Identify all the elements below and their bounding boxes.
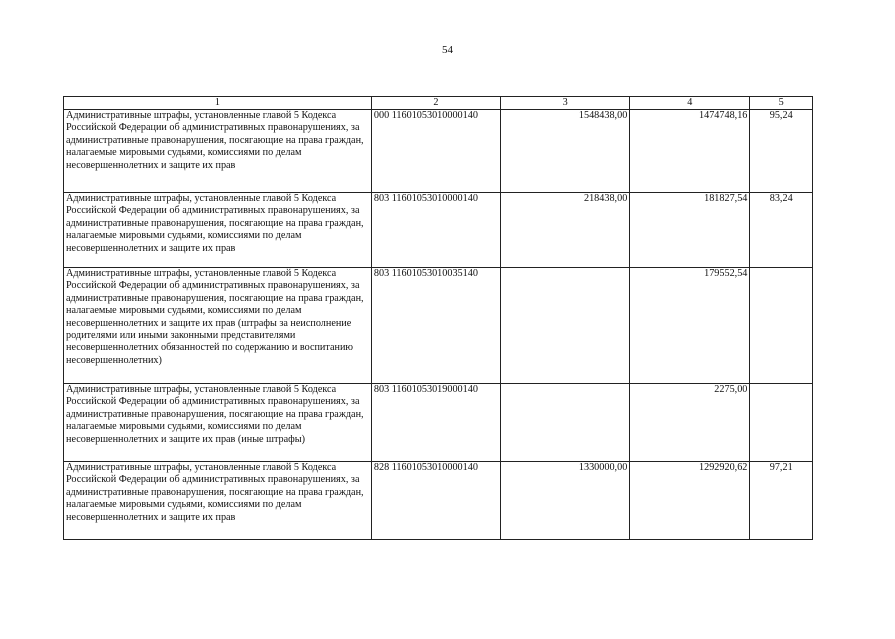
table-row	[64, 268, 813, 384]
page-number: 54	[442, 44, 453, 56]
row-name-cell: Административные штрафы, установленные главой 5 Кодекса Российской Федерации об административных правонарушениях, за административные правонарушения, посягающие на права граждан, налагаемые мировыми судьями, комиссиями по делам несовершеннолетних и защите их прав (иные штрафы)	[64, 384, 372, 462]
row-name-cell: Административные штрафы, установленные главой 5 Кодекса Российской Федерации об административных правонарушениях, за административные правонарушения, посягающие на права граждан, налагаемые мировыми судьями, комиссиями по делам несовершеннолетних и защите их прав	[64, 462, 372, 540]
row-code-cell: 828 11601053010000140	[371, 462, 500, 540]
row-name-cell: Административные штрафы, установленные главой 5 Кодекса Российской Федерации об административных правонарушениях, за административные правонарушения, посягающие на права граждан, налагаемые мировыми судьями, комиссиями по делам несовершеннолетних и защите их прав	[64, 110, 372, 193]
row-name-cell: Административные штрафы, установленные главой 5 Кодекса Российской Федерации об административных правонарушениях, за административные правонарушения, посягающие на права граждан, налагаемые мировыми судьями, комиссиями по делам несовершеннолетних и защите их прав	[64, 193, 372, 268]
row-percent-cell	[750, 384, 813, 462]
column-header: 4	[630, 97, 750, 110]
row-percent-cell: 97,21	[750, 462, 813, 540]
table-row	[64, 110, 813, 193]
revenue-table	[63, 96, 813, 540]
column-header: 3	[501, 97, 630, 110]
column-header: 2	[371, 97, 500, 110]
row-percent-cell: 95,24	[750, 110, 813, 193]
row-percent-cell	[750, 268, 813, 384]
row-plan-cell: 218438,00	[501, 193, 630, 268]
table-row	[64, 193, 813, 268]
column-header: 5	[750, 97, 813, 110]
row-plan-cell	[501, 268, 630, 384]
row-code-cell: 803 11601053019000140	[371, 384, 500, 462]
row-fact-cell: 1474748,16	[630, 110, 750, 193]
row-plan-cell: 1548438,00	[501, 110, 630, 193]
row-code-cell: 803 11601053010035140	[371, 268, 500, 384]
row-code-cell: 000 11601053010000140	[371, 110, 500, 193]
row-plan-cell: 1330000,00	[501, 462, 630, 540]
row-fact-cell: 179552,54	[630, 268, 750, 384]
row-plan-cell	[501, 384, 630, 462]
row-fact-cell: 2275,00	[630, 384, 750, 462]
row-percent-cell: 83,24	[750, 193, 813, 268]
row-fact-cell: 181827,54	[630, 193, 750, 268]
row-fact-cell: 1292920,62	[630, 462, 750, 540]
column-header: 1	[64, 97, 372, 110]
table-row	[64, 462, 813, 540]
row-code-cell: 803 11601053010000140	[371, 193, 500, 268]
row-name-cell: Административные штрафы, установленные главой 5 Кодекса Российской Федерации об административных правонарушениях, за административные правонарушения, посягающие на права граждан, налагаемые мировыми судьями, комиссиями по делам несовершеннолетних и защите их прав (штрафы за неисполнение родителями или иными законными представителями несовершеннолетних обязанностей по содержанию и воспитанию несовершеннолетних)	[64, 268, 372, 384]
table-header-row	[64, 97, 813, 110]
table-row	[64, 384, 813, 462]
